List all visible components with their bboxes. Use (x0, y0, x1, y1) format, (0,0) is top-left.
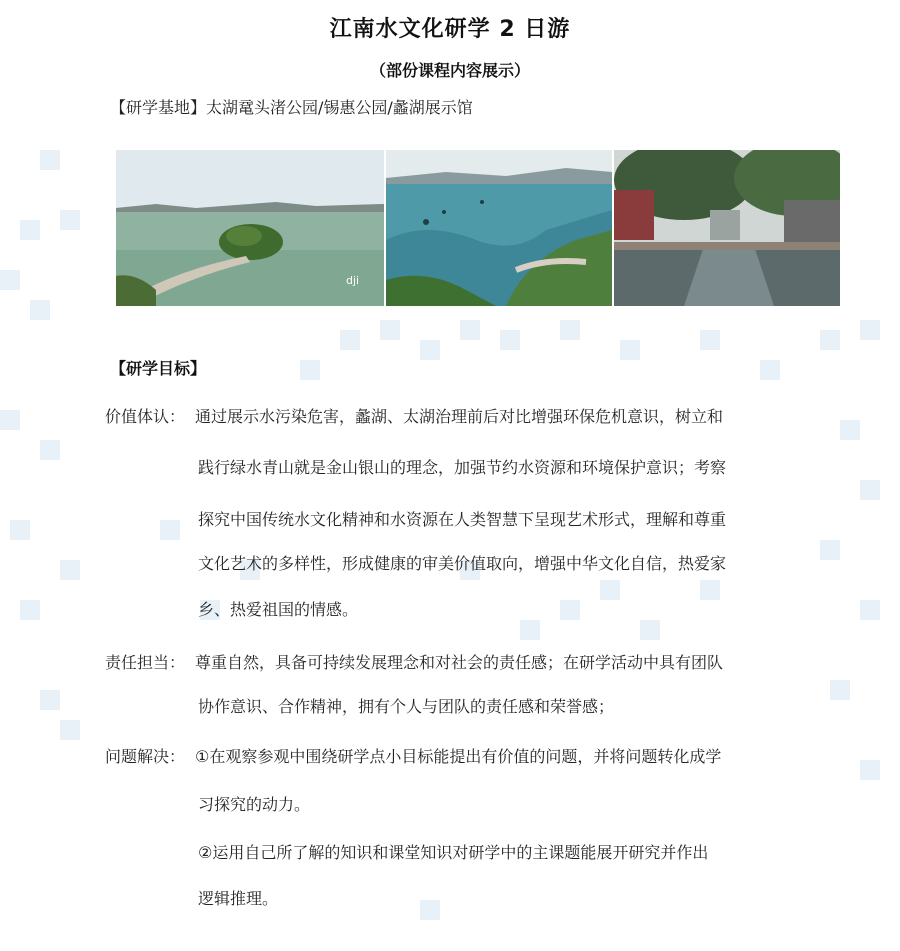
canal-town-image (614, 150, 840, 306)
document-subtitle: （部份课程内容展示） (369, 61, 530, 80)
goal-line: 探究中国传统水文化精神和水资源在人类智慧下呈现艺术形式，理解和尊重 (198, 510, 727, 529)
photo-taihu-aerial (116, 150, 384, 306)
goal-line: 通过展示水污染危害，蠡湖、太湖治理前后对比增强环保危机意识，树立和 (195, 407, 724, 426)
photo-lihu-aerial (386, 150, 612, 306)
research-base-label: 【研学基地】 (110, 98, 207, 117)
taihu-aerial-image (116, 150, 384, 306)
research-base (110, 95, 473, 118)
goal-line: 践行绿水青山就是金山银山的理念，加强节约水资源和环境保护意识；考察 (198, 458, 727, 477)
goal-line: 乡、热爱祖国的情感。 (198, 600, 359, 619)
goal-line: 习探究的动力。 (198, 795, 311, 814)
research-base-value: 太湖鼋头渚公园/锡惠公园/蠡湖展示馆 (206, 98, 473, 117)
goals-heading: 【研学目标】 (110, 359, 207, 378)
goal-label: 价值体认： (105, 407, 186, 426)
goal-label: 责任担当： (105, 653, 186, 672)
goal-label: 问题解决： (105, 747, 186, 766)
goal-line: 逻辑推理。 (198, 889, 279, 908)
dji-watermark: dji (346, 274, 360, 287)
goal-line: ②运用自己所了解的知识和课堂知识对研学中的主课题能展开研究并作出 (198, 843, 709, 862)
goal-line: ①在观察参观中围绕研学点小目标能提出有价值的问题，并将问题转化成学 (195, 747, 722, 766)
goal-line: 文化艺术的多样性，形成健康的审美价值取向，增强中华文化自信，热爱家 (198, 554, 727, 573)
goal-line: 尊重自然，具备可持续发展理念和对社会的责任感；在研学活动中具有团队 (195, 653, 724, 672)
goal-line: 协作意识、合作精神，拥有个人与团队的责任感和荣誉感； (198, 697, 615, 716)
photo-canal-town (614, 150, 840, 306)
document-title: 江南水文化研学 2 日游 (329, 17, 571, 42)
lihu-aerial-image (386, 150, 612, 306)
photo-strip (116, 150, 840, 306)
